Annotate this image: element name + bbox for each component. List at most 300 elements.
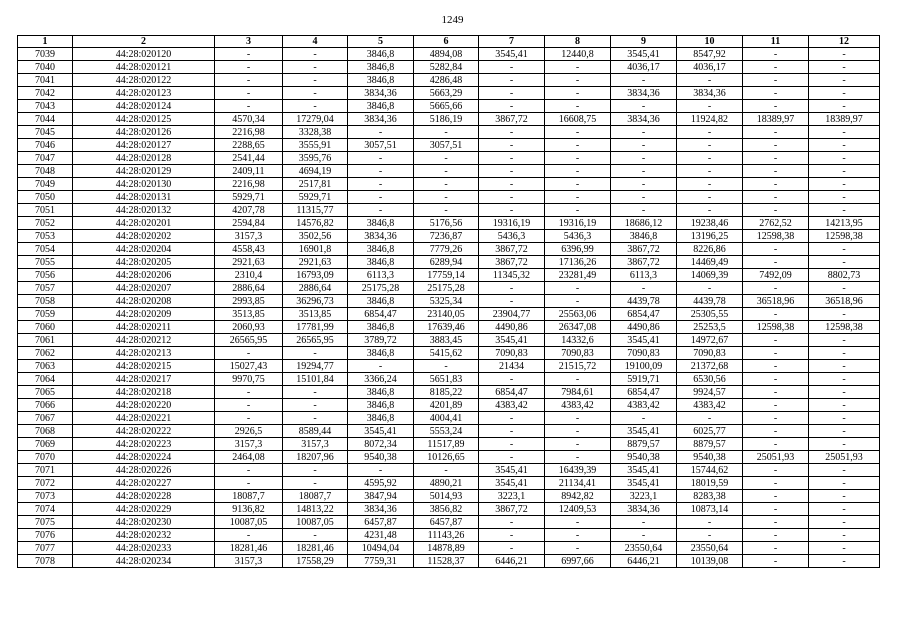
table-cell-col-11: - — [743, 373, 809, 386]
table-cell-col-10: 7090,83 — [677, 347, 743, 360]
table-cell-col-1: 7041 — [18, 74, 73, 87]
table-cell-col-11: 12598,38 — [743, 321, 809, 334]
table-row — [18, 503, 880, 516]
table-cell-col-3: 2310,4 — [215, 269, 283, 282]
table-cell-col-12: - — [809, 100, 880, 113]
table-cell-col-10: - — [677, 282, 743, 295]
column-header-6: 6 — [414, 36, 479, 48]
table-cell-col-9: 6446,21 — [611, 555, 677, 568]
table-cell-col-3: 15027,43 — [215, 360, 283, 373]
table-cell-col-9: 3545,41 — [611, 477, 677, 490]
table-row — [18, 139, 880, 152]
table-cell-col-1: 7043 — [18, 100, 73, 113]
table-cell-col-8: 7984,61 — [545, 386, 611, 399]
table-cell-col-4: - — [283, 61, 348, 74]
table-cell-col-11: - — [743, 204, 809, 217]
table-cell-col-5: 3846,8 — [348, 256, 414, 269]
table-cell-col-4: - — [283, 386, 348, 399]
table-cell-col-5: 3846,8 — [348, 217, 414, 230]
table-cell-col-12: - — [809, 139, 880, 152]
table-cell-col-2: 44:28:020230 — [73, 516, 215, 529]
table-cell-col-9: - — [611, 529, 677, 542]
table-cell-col-6: 5176,56 — [414, 217, 479, 230]
table-cell-col-2: 44:28:020211 — [73, 321, 215, 334]
table-cell-col-11: - — [743, 74, 809, 87]
table-cell-col-9: - — [611, 191, 677, 204]
table-cell-col-7: - — [479, 425, 545, 438]
table-cell-col-10: - — [677, 139, 743, 152]
table-cell-col-6: 8185,22 — [414, 386, 479, 399]
table-cell-col-11: - — [743, 438, 809, 451]
table-cell-col-11: - — [743, 529, 809, 542]
table-cell-col-1: 7070 — [18, 451, 73, 464]
table-cell-col-9: 3867,72 — [611, 243, 677, 256]
table-cell-col-10: 10139,08 — [677, 555, 743, 568]
table-cell-col-7: 4383,42 — [479, 399, 545, 412]
table-cell-col-11: - — [743, 555, 809, 568]
table-cell-col-11: - — [743, 152, 809, 165]
table-cell-col-10: 25305,55 — [677, 308, 743, 321]
table-cell-col-7: 3545,41 — [479, 464, 545, 477]
column-header-4: 4 — [283, 36, 348, 48]
table-cell-col-10: - — [677, 191, 743, 204]
table-cell-col-3: 4207,78 — [215, 204, 283, 217]
table-cell-col-12: - — [809, 555, 880, 568]
table-cell-col-3: 3157,3 — [215, 555, 283, 568]
table-cell-col-12: 12598,38 — [809, 230, 880, 243]
table-cell-col-8: 6396,99 — [545, 243, 611, 256]
table-cell-col-4: 17558,29 — [283, 555, 348, 568]
table-cell-col-6: 5663,29 — [414, 87, 479, 100]
table-cell-col-6: 7779,26 — [414, 243, 479, 256]
table-cell-col-12: - — [809, 87, 880, 100]
table-cell-col-7: 5436,3 — [479, 230, 545, 243]
table-cell-col-7: 6854,47 — [479, 386, 545, 399]
table-row — [18, 165, 880, 178]
table-cell-col-8: - — [545, 61, 611, 74]
table-cell-col-12: - — [809, 61, 880, 74]
table-cell-col-7: 19316,19 — [479, 217, 545, 230]
table-cell-col-6: - — [414, 204, 479, 217]
table-cell-col-10: - — [677, 100, 743, 113]
table-row — [18, 204, 880, 217]
table-cell-col-7: 3545,41 — [479, 334, 545, 347]
table-cell-col-7: - — [479, 412, 545, 425]
table-cell-col-8: 21515,72 — [545, 360, 611, 373]
table-cell-col-1: 7055 — [18, 256, 73, 269]
table-cell-col-2: 44:28:020218 — [73, 386, 215, 399]
table-cell-col-9: 3545,41 — [611, 334, 677, 347]
table-cell-col-2: 44:28:020202 — [73, 230, 215, 243]
table-cell-col-5: 25175,28 — [348, 282, 414, 295]
table-cell-col-9: - — [611, 516, 677, 529]
table-cell-col-12: - — [809, 256, 880, 269]
column-header-9: 9 — [611, 36, 677, 48]
table-cell-col-8: 5436,3 — [545, 230, 611, 243]
table-row — [18, 490, 880, 503]
table-cell-col-8: - — [545, 178, 611, 191]
table-cell-col-11: - — [743, 490, 809, 503]
table-cell-col-11: - — [743, 542, 809, 555]
table-cell-col-4: 14813,22 — [283, 503, 348, 516]
table-cell-col-11: - — [743, 516, 809, 529]
table-cell-col-2: 44:28:020132 — [73, 204, 215, 217]
table-cell-col-2: 44:28:020130 — [73, 178, 215, 191]
table-cell-col-2: 44:28:020127 — [73, 139, 215, 152]
table-cell-col-12: - — [809, 243, 880, 256]
table-row — [18, 152, 880, 165]
table-cell-col-9: 3834,36 — [611, 113, 677, 126]
table-cell-col-3: - — [215, 529, 283, 542]
table-row — [18, 308, 880, 321]
table-cell-col-2: 44:28:020204 — [73, 243, 215, 256]
table-cell-col-9: 4036,17 — [611, 61, 677, 74]
table-cell-col-7: - — [479, 295, 545, 308]
table-cell-col-3: - — [215, 87, 283, 100]
table-cell-col-4: - — [283, 412, 348, 425]
table-cell-col-11: 18389,97 — [743, 113, 809, 126]
table-cell-col-10: - — [677, 516, 743, 529]
table-row — [18, 61, 880, 74]
table-cell-col-7: 3867,72 — [479, 243, 545, 256]
table-cell-col-12: - — [809, 334, 880, 347]
table-cell-col-8: - — [545, 373, 611, 386]
table-cell-col-8: - — [545, 191, 611, 204]
table-cell-col-4: 15101,84 — [283, 373, 348, 386]
table-cell-col-10: 4036,17 — [677, 61, 743, 74]
table-cell-col-9: 9540,38 — [611, 451, 677, 464]
table-cell-col-5: 6854,47 — [348, 308, 414, 321]
table-cell-col-1: 7060 — [18, 321, 73, 334]
table-cell-col-11: - — [743, 139, 809, 152]
table-cell-col-7: 3545,41 — [479, 477, 545, 490]
table-cell-col-4: 17781,99 — [283, 321, 348, 334]
table-cell-col-10: - — [677, 74, 743, 87]
table-cell-col-10: 8547,92 — [677, 48, 743, 61]
table-cell-col-1: 7046 — [18, 139, 73, 152]
table-cell-col-1: 7039 — [18, 48, 73, 61]
table-cell-col-12: - — [809, 425, 880, 438]
table-cell-col-1: 7074 — [18, 503, 73, 516]
table-cell-col-4: - — [283, 529, 348, 542]
table-cell-col-7: - — [479, 282, 545, 295]
table-cell-col-5: 8072,34 — [348, 438, 414, 451]
table-cell-col-2: 44:28:020122 — [73, 74, 215, 87]
table-cell-col-4: 8589,44 — [283, 425, 348, 438]
table-cell-col-11: - — [743, 412, 809, 425]
table-cell-col-6: 3057,51 — [414, 139, 479, 152]
table-cell-col-11: - — [743, 243, 809, 256]
table-cell-col-3: - — [215, 347, 283, 360]
table-cell-col-12: - — [809, 347, 880, 360]
table-cell-col-8: - — [545, 295, 611, 308]
table-cell-col-10: 4383,42 — [677, 399, 743, 412]
table-cell-col-8: - — [545, 152, 611, 165]
table-cell-col-7: - — [479, 191, 545, 204]
table-cell-col-2: 44:28:020228 — [73, 490, 215, 503]
table-cell-col-2: 44:28:020201 — [73, 217, 215, 230]
table-cell-col-9: 19100,09 — [611, 360, 677, 373]
table-cell-col-9: 6854,47 — [611, 308, 677, 321]
table-cell-col-4: 3555,91 — [283, 139, 348, 152]
table-cell-col-12: - — [809, 308, 880, 321]
table-cell-col-6: 5553,24 — [414, 425, 479, 438]
table-cell-col-9: - — [611, 126, 677, 139]
table-cell-col-6: 6457,87 — [414, 516, 479, 529]
table-body — [18, 48, 880, 568]
table-cell-col-3: - — [215, 61, 283, 74]
table-cell-col-4: 10087,05 — [283, 516, 348, 529]
table-cell-col-10: 14469,49 — [677, 256, 743, 269]
table-cell-col-7: 23904,77 — [479, 308, 545, 321]
table-cell-col-3: 9970,75 — [215, 373, 283, 386]
table-cell-col-5: 3847,94 — [348, 490, 414, 503]
table-cell-col-6: 5665,66 — [414, 100, 479, 113]
table-cell-col-7: 3223,1 — [479, 490, 545, 503]
table-cell-col-10: 6025,77 — [677, 425, 743, 438]
table-cell-col-10: 8879,57 — [677, 438, 743, 451]
table-cell-col-5: 3366,24 — [348, 373, 414, 386]
table-cell-col-5: 4231,48 — [348, 529, 414, 542]
column-header-1: 1 — [18, 36, 73, 48]
table-cell-col-1: 7048 — [18, 165, 73, 178]
table-cell-col-10: 8226,86 — [677, 243, 743, 256]
table-row — [18, 191, 880, 204]
table-cell-col-9: 5919,71 — [611, 373, 677, 386]
table-cell-col-1: 7061 — [18, 334, 73, 347]
column-header-11: 11 — [743, 36, 809, 48]
table-cell-col-5: 3846,8 — [348, 61, 414, 74]
table-cell-col-3: - — [215, 74, 283, 87]
table-cell-col-7: - — [479, 87, 545, 100]
table-cell-col-2: 44:28:020128 — [73, 152, 215, 165]
table-cell-col-5: 6113,3 — [348, 269, 414, 282]
table-cell-col-9: - — [611, 139, 677, 152]
table-cell-col-10: 25253,5 — [677, 321, 743, 334]
table-cell-col-5: 10494,04 — [348, 542, 414, 555]
table-cell-col-4: 18087,7 — [283, 490, 348, 503]
table-cell-col-12: - — [809, 48, 880, 61]
table-cell-col-4: 5929,71 — [283, 191, 348, 204]
table-cell-col-8: - — [545, 529, 611, 542]
table-cell-col-5: - — [348, 360, 414, 373]
table-cell-col-6: 14878,89 — [414, 542, 479, 555]
table-cell-col-11: - — [743, 503, 809, 516]
table-cell-col-10: 3834,36 — [677, 87, 743, 100]
table-cell-col-10: 19238,46 — [677, 217, 743, 230]
table-cell-col-4: 2886,64 — [283, 282, 348, 295]
table-cell-col-2: 44:28:020126 — [73, 126, 215, 139]
table-row — [18, 217, 880, 230]
table-cell-col-7: - — [479, 529, 545, 542]
table-cell-col-12: - — [809, 386, 880, 399]
table-cell-col-8: 26347,08 — [545, 321, 611, 334]
table-cell-col-12: - — [809, 191, 880, 204]
table-cell-col-10: 4439,78 — [677, 295, 743, 308]
table-cell-col-1: 7056 — [18, 269, 73, 282]
table-cell-col-1: 7066 — [18, 399, 73, 412]
table-cell-col-10: 9540,38 — [677, 451, 743, 464]
table-cell-col-11: - — [743, 256, 809, 269]
table-row — [18, 529, 880, 542]
table-cell-col-6: 4286,48 — [414, 74, 479, 87]
column-header-10: 10 — [677, 36, 743, 48]
table-cell-col-11: - — [743, 178, 809, 191]
table-cell-col-12: - — [809, 165, 880, 178]
table-cell-col-9: - — [611, 100, 677, 113]
table-cell-col-9: 3846,8 — [611, 230, 677, 243]
table-cell-col-12: - — [809, 477, 880, 490]
page-number: 1249 — [441, 14, 464, 26]
table-cell-col-9: 6854,47 — [611, 386, 677, 399]
table-cell-col-3: 2060,93 — [215, 321, 283, 334]
column-header-7: 7 — [479, 36, 545, 48]
table-cell-col-9: - — [611, 412, 677, 425]
table-cell-col-11: - — [743, 308, 809, 321]
table-row — [18, 126, 880, 139]
table-cell-col-3: 9136,82 — [215, 503, 283, 516]
table-cell-col-11: - — [743, 126, 809, 139]
table-cell-col-11: - — [743, 191, 809, 204]
table-cell-col-6: - — [414, 126, 479, 139]
table-cell-col-5: 6457,87 — [348, 516, 414, 529]
table-cell-col-12: - — [809, 516, 880, 529]
table-cell-col-7: - — [479, 438, 545, 451]
table-cell-col-12: - — [809, 126, 880, 139]
table-cell-col-8: - — [545, 542, 611, 555]
table-cell-col-12: - — [809, 204, 880, 217]
header-row — [18, 36, 880, 48]
table-cell-col-12: - — [809, 529, 880, 542]
table-cell-col-10: 18019,59 — [677, 477, 743, 490]
table-row — [18, 412, 880, 425]
table-cell-col-8: - — [545, 139, 611, 152]
table-cell-col-10: 10873,14 — [677, 503, 743, 516]
table-cell-col-10: 8283,38 — [677, 490, 743, 503]
table-cell-col-4: 2921,63 — [283, 256, 348, 269]
table-cell-col-8: - — [545, 516, 611, 529]
column-header-3: 3 — [215, 36, 283, 48]
table-cell-col-7: 3545,41 — [479, 48, 545, 61]
table-cell-col-6: 25175,28 — [414, 282, 479, 295]
table-cell-col-1: 7069 — [18, 438, 73, 451]
table-cell-col-1: 7040 — [18, 61, 73, 74]
column-header-8: 8 — [545, 36, 611, 48]
table-cell-col-7: 6446,21 — [479, 555, 545, 568]
table-cell-col-7: - — [479, 542, 545, 555]
table-cell-col-7: - — [479, 100, 545, 113]
table-cell-col-11: 25051,93 — [743, 451, 809, 464]
table-cell-col-4: 3595,76 — [283, 152, 348, 165]
table-row — [18, 464, 880, 477]
table-cell-col-2: 44:28:020208 — [73, 295, 215, 308]
table-cell-col-5: - — [348, 204, 414, 217]
table-cell-col-7: 4490,86 — [479, 321, 545, 334]
table-cell-col-6: 17759,14 — [414, 269, 479, 282]
table-cell-col-1: 7076 — [18, 529, 73, 542]
table-cell-col-1: 7063 — [18, 360, 73, 373]
table-cell-col-8: 8942,82 — [545, 490, 611, 503]
table-cell-col-5: 3846,8 — [348, 321, 414, 334]
table-cell-col-10: - — [677, 412, 743, 425]
table-cell-col-5: 3057,51 — [348, 139, 414, 152]
table-cell-col-3: - — [215, 399, 283, 412]
table-cell-col-1: 7050 — [18, 191, 73, 204]
table-cell-col-8: 12409,53 — [545, 503, 611, 516]
table-cell-col-9: - — [611, 74, 677, 87]
table-cell-col-7: - — [479, 178, 545, 191]
table-cell-col-12: - — [809, 360, 880, 373]
table-cell-col-3: 2993,85 — [215, 295, 283, 308]
table-cell-col-12: 36518,96 — [809, 295, 880, 308]
table-row — [18, 178, 880, 191]
table-cell-col-8: - — [545, 282, 611, 295]
column-header-2: 2 — [73, 36, 215, 48]
table-cell-col-8: 4383,42 — [545, 399, 611, 412]
table-cell-col-4: 18207,96 — [283, 451, 348, 464]
table-cell-col-1: 7075 — [18, 516, 73, 529]
table-cell-col-7: - — [479, 516, 545, 529]
table-cell-col-2: 44:28:020205 — [73, 256, 215, 269]
table-cell-col-1: 7044 — [18, 113, 73, 126]
table-cell-col-9: 4490,86 — [611, 321, 677, 334]
table-cell-col-2: 44:28:020220 — [73, 399, 215, 412]
table-cell-col-6: - — [414, 165, 479, 178]
table-cell-col-3: - — [215, 100, 283, 113]
table-cell-col-5: 3846,8 — [348, 386, 414, 399]
table-row — [18, 360, 880, 373]
table-cell-col-11: 2762,52 — [743, 217, 809, 230]
table-cell-col-1: 7053 — [18, 230, 73, 243]
table-cell-col-5: 3846,8 — [348, 399, 414, 412]
table-cell-col-3: 4558,43 — [215, 243, 283, 256]
table-cell-col-10: 14972,67 — [677, 334, 743, 347]
table-cell-col-4: - — [283, 399, 348, 412]
table-cell-col-7: - — [479, 451, 545, 464]
table-cell-col-8: 12440,8 — [545, 48, 611, 61]
table-cell-col-2: 44:28:020227 — [73, 477, 215, 490]
table-cell-col-5: - — [348, 165, 414, 178]
table-row — [18, 477, 880, 490]
table-cell-col-5: 3789,72 — [348, 334, 414, 347]
table-cell-col-2: 44:28:020125 — [73, 113, 215, 126]
table-cell-col-6: 6289,94 — [414, 256, 479, 269]
table-cell-col-6: 4890,21 — [414, 477, 479, 490]
table-cell-col-1: 7049 — [18, 178, 73, 191]
table-cell-col-7: - — [479, 61, 545, 74]
table-cell-col-2: 44:28:020224 — [73, 451, 215, 464]
table-cell-col-4: 16793,09 — [283, 269, 348, 282]
cadastral-value-table — [17, 35, 880, 568]
table-cell-col-3: - — [215, 386, 283, 399]
table-row — [18, 386, 880, 399]
table-cell-col-9: 7090,83 — [611, 347, 677, 360]
table-cell-col-6: 10126,65 — [414, 451, 479, 464]
table-cell-col-5: 3846,8 — [348, 243, 414, 256]
table-cell-col-9: 23550,64 — [611, 542, 677, 555]
table-cell-col-9: 3834,36 — [611, 87, 677, 100]
table-cell-col-3: 2926,5 — [215, 425, 283, 438]
table-row — [18, 347, 880, 360]
table-cell-col-1: 7064 — [18, 373, 73, 386]
table-cell-col-6: - — [414, 152, 479, 165]
table-cell-col-8: - — [545, 425, 611, 438]
table-cell-col-3: - — [215, 477, 283, 490]
table-cell-col-11: - — [743, 165, 809, 178]
table-cell-col-1: 7059 — [18, 308, 73, 321]
column-header-5: 5 — [348, 36, 414, 48]
table-cell-col-1: 7068 — [18, 425, 73, 438]
